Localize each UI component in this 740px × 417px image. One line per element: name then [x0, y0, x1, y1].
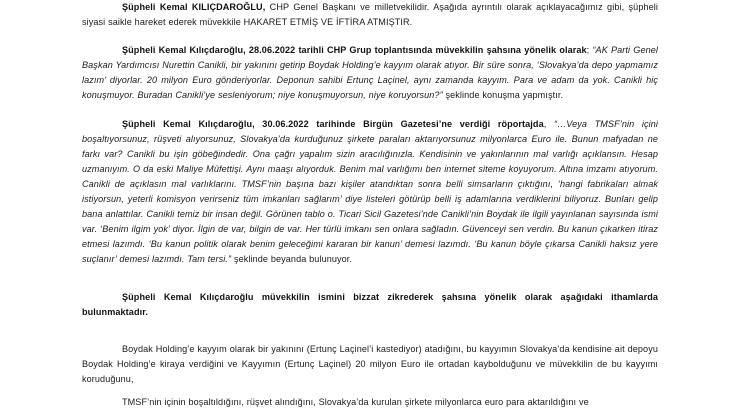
paragraph-3 — [82, 117, 658, 268]
paragraph-6-body: TMSF’nin içinin boşaltıldığını, rüşvet alındığını, Slovakya’da kurulan şirkete milyonlarca euro para aktarıldığını ve — [122, 396, 589, 407]
paragraph-4-bold-text: Şüpheli Kemal Kılıçdaroğlu müvekkilin ismini bizzat zikrederek şahsına yönelik olarak aşağıdaki ithamlarda bulunmaktadır. — [82, 291, 658, 317]
paragraph-3-quote: “…Veya TMSF’nin içini boşaltıyorsunuz, rüşveti alıyorsunuz, Slovakya’da kurduğunuz şirkete paraları aktarıyorsunuz milyonlarca Euro ile. Bunun mafyadan ne farkı var? Canikli bu işin göbeğindedir. Ona çağrı yapalım sizin aracılığınızla. Kendisinin ve yakınlarının mal varlığı açıklansın. Hesap uzmanıyım. O da eski Maliye Müfettişi. Aynı maaşı alıyorduk. Benim mal varlığımı ben internet siteme koyuyorum. Altına imzamı atıyorum. Canikli de açıklasın mal varlıklarını. TMSF’nin başına bazı kişiler atandıktan sonra belli simsarların çıktığını, ‘hangi fabrikaları almak istiyorsun, yeterli komisyon verirseniz tüm imkanları sağlarım’ diye listeleri götürüp belli iş adamlarına verdiklerini biliyoruz. Bunları gelip bana anlattılar. Canikli temiz bir insan değil. Görünen tablo o. Ticari Sicil Gazetesi’nde Canikli’nin Boydak ile ilgili yayınlanan sayısında ismi var. ‘Benim ilgim yok’ diyor. İlgin de var, bilgin de var. Her türlü imkanı sen onlara sağladın. Güvenceyi sen verdin. Bu kanun çıkarken itiraz etmesi lazımdı. ‘Bu kanun politik olarak benim geleceğimi kararan bir kanun’ demesi lazımdı. ‘Bu kanun böyle çıkarsa Canikli haksız yere suçlanır’ demesi lazımdı. Tam tersi.” — [82, 118, 658, 265]
paragraph-1 — [82, 0, 658, 30]
paragraph-2 — [82, 43, 658, 103]
paragraph-5 — [82, 342, 658, 387]
paragraph-2-tail: şeklinde konuşma yapmıştır. — [442, 90, 564, 101]
paragraph-3-tail: şeklinde beyanda bulunuyor. — [231, 254, 353, 265]
paragraph-1-bold-lead: Şüpheli Kemal KILIÇDAROĞLU, — [122, 2, 270, 12]
paragraph-5-body: Boydak Holding’e kayyım olarak bir yakınını (Ertunç Laçinel’i kastediyor) atadığını, bu kayyımın Slovakya’da kendisine ait depoyu Boydak Holding’e kiraya verdiğini ve Kayyımın (Ertunç Laçinel) 20 milyon Euro ile ortadan kaybolduğunu ve müvekkilin de bu kayyımı koruduğunu, — [82, 343, 658, 384]
paragraph-3-separator: , — [543, 118, 554, 129]
paragraph-4 — [82, 290, 658, 320]
paragraph-1-body: CHP Genel Başkanı ve milletvekilidir. Aşağıda ayrıntılı olarak açıklayacağımız gibi, şüpheli siyasi saikle hareket ederek müvekkile HAKARET ETMİŞ VE İFTİRA ATMIŞTIR. — [82, 2, 658, 28]
paragraph-2-separator: ; — [586, 45, 593, 56]
paragraph-2-quote: “AK Parti Genel Başkan Yardımcısı Nurettin Canikli, bir yakınını getirip Boydak Holding’e kayyım olarak atıyor. Bir süre sonra, ‘Slovakya’da depo yapmamız lazım’ diyorlar. 20 milyon Euro gönderiyorlar. Deponun sahibi Ertunç Laçinel, aynı zamanda kayyım. Para ve adam da yok. Canikli hiç konuşmuyor. Buradan Canikli’ye sesleniyorum; niye konuşmuyorsun, niye koruyorsun?” — [82, 45, 659, 101]
paragraph-6 — [82, 395, 658, 410]
document-text-body — [82, 0, 658, 410]
paragraph-2-bold-lead: Şüpheli Kemal Kılıçdaroğlu, 28.06.2022 tarihli CHP Grup toplantısında müvekkilin şahsına yönelik olarak — [122, 45, 587, 56]
paragraph-3-bold-lead: Şüpheli Kemal Kılıçdaroğlu, 30.06.2022 tarihinde Birgün Gazetesi’ne verdiği röportajda — [122, 118, 544, 129]
